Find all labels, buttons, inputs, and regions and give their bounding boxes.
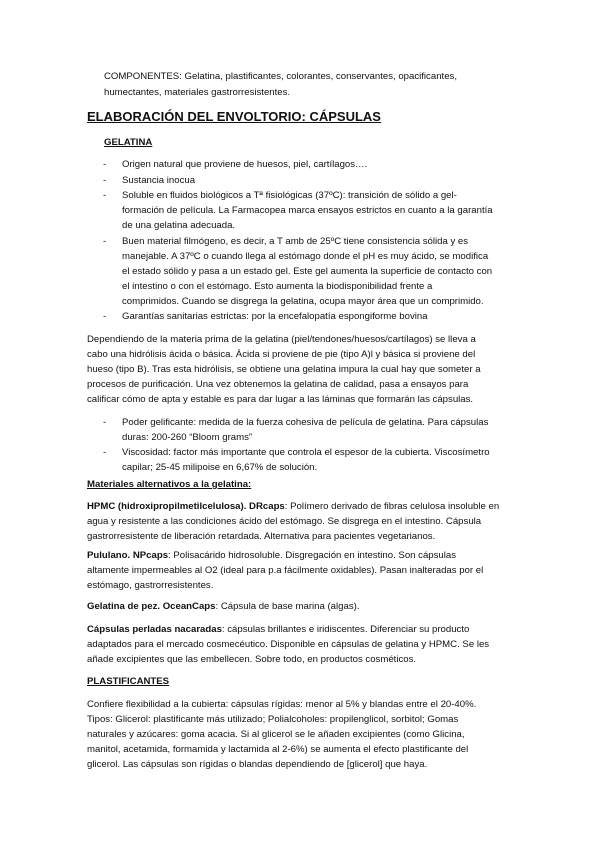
perladas-term: Cápsulas perladas nacaradas: [87, 624, 222, 635]
hpmc-term: HPMC (hidroxipropilmetilcelulosa). DRcaps: [87, 501, 285, 512]
pululano-line-2: altamente impermeables al O2 (ideal para p.a fácilmente oxidables). Pasan inalteradas por el: [87, 565, 484, 576]
bullet-dash: -: [103, 159, 107, 170]
pez-text: : Cápsula de base marina (algas).: [215, 601, 360, 612]
pululano-line-3: estómago, gastrorresistentes.: [87, 580, 214, 591]
ensayo-bullet-1-line-1: Poder gelificante: medida de la fuerza cohesiva de película de gelatina. Para cápsulas: [122, 417, 489, 428]
bullet-dash: -: [103, 447, 107, 458]
gelatina-paragraph-line-3: hueso (tipo B). Tras esta hidrólisis, se obtiene una gelatina impura la cual hay que someter a: [87, 364, 481, 375]
pululano-line-1: [87, 549, 456, 563]
gelatina-bullet-5: Garantías sanitarias estrictas: por la encefalopatía espongiforme bovina: [122, 311, 428, 322]
gelatina-bullet-1: Origen natural que proviene de huesos, piel, cartílagos….: [122, 159, 368, 170]
plastificantes-heading: PLASTIFICANTES: [87, 676, 170, 687]
plastificantes-line-3: naturales y azúcares: goma acacia. Si al glicerol se le añaden excipientes (como Glicina,: [87, 729, 465, 740]
pululano-text: : Polisacárido hidrosoluble. Disgregación en intestino. Son cápsulas: [168, 550, 457, 561]
gelatina-bullet-3-line-1: Soluble en fluidos biológicos a Tª fisiológicas (37ºC): transición de sólido a gel-: [122, 190, 457, 201]
bullet-dash: -: [103, 311, 107, 322]
pez-term: Gelatina de pez. OceanCaps: [87, 601, 216, 612]
bullet-dash: -: [103, 236, 107, 247]
hpmc-line-2: agua y resistente a las condiciones ácido del estómago. Se disgrega en el intestino. Cápsula: [87, 516, 482, 527]
gelatina-bullet-3-line-2: formación de película. La Farmacopea marca ensayos estrictos en cuanto a la garantía: [122, 205, 493, 216]
plastificantes-line-4: manitol, acetamida, formamida y lactamida al 2-6%) se aumenta el efecto plastificante del: [87, 744, 469, 755]
ensayo-bullet-1-line-2: duras: 200-260 “Bloom grams”: [122, 432, 253, 443]
gelatina-bullet-3-line-3: de una gelatina adecuada.: [122, 220, 236, 231]
gelatina-paragraph-line-4: procesos de purificación. Una vez obtenemos la gelatina de calidad, pasa a ensayos para: [87, 379, 469, 390]
ensayo-bullet-2-line-2: capilar; 25-45 milipoise en 6,67% de solución.: [122, 462, 318, 473]
gelatina-bullet-4-line-5: comprimidos. Cuando se disgrega la gelatina, ocupa mayor área que un comprimido.: [122, 296, 484, 307]
perladas-text: : cápsulas brillantes e iridiscentes. Diferenciar su producto: [221, 624, 470, 635]
hpmc-line-3: gastrorresistente de liberación retardada. Alternativa para pacientes vegetarianos.: [87, 531, 436, 542]
pululano-term: Pululano. NPcaps: [87, 550, 169, 561]
gelatina-paragraph-line-5: calificar cómo de apta y estable es para dar lugar a las láminas que formarán las cápsulas.: [87, 394, 474, 405]
perladas-line-3: añade excipientes que las embellecen. Sobre todo, en productos cosméticos.: [87, 654, 417, 665]
gelatina-bullet-4-line-2: manejable. A 37ºC o cuando llega al estómago donde el pH es muy ácido, se modifica: [122, 251, 489, 262]
perladas-line-1: [87, 623, 469, 637]
alternativos-heading: Materiales alternativos a la gelatina:: [87, 479, 252, 490]
gelatina-bullet-4-line-4: el intestino o con el estómago. Esto aumenta la biodisponibilidad frente a: [122, 281, 433, 292]
gelatina-paragraph-line-1: Dependiendo de la materia prima de la gelatina (piel/tendones/huesos/cartílagos) se lleva a: [87, 334, 476, 345]
plastificantes-line-2: Tipos: Glicerol: plastificante más utilizado; Polialcoholes: propilenglicol, sorbitol; Gomas: [87, 714, 459, 725]
componentes-line-2: humectantes, materiales gastrorresistentes.: [104, 87, 291, 98]
hpmc-line-1: [87, 500, 499, 514]
gelatina-paragraph-line-2: cabo una hidrólisis ácida o básica. Ácida si proviene de pie (tipo A)l y básica si proviene del: [87, 349, 476, 360]
gelatina-bullet-4-line-3: el estado sólido y pasa a un estado gel. Este gel aumenta la superficie de contacto con: [122, 266, 493, 277]
bullet-dash: -: [103, 175, 107, 186]
plastificantes-line-1: Confiere flexibilidad a la cubierta: cápsulas rígidas: menor al 5% y blandas entre el 20-40%.: [87, 699, 477, 710]
gelatina-bullet-4-line-1: Buen material filmógeno, es decir, a T amb de 25ºC tiene consistencia sólida y es: [122, 236, 469, 247]
hpmc-text: : Polímero derivado de fibras celulosa insoluble en: [284, 501, 500, 512]
gelatina-heading: GELATINA: [104, 137, 153, 148]
pez-line-1: [87, 600, 359, 614]
main-heading: ELABORACIÓN DEL ENVOLTORIO: CÁPSULAS: [87, 109, 381, 124]
perladas-line-2: adaptados para el mercado cosmecéutico. Disponible en cápsulas de gelatina y HPMC. Se les: [87, 639, 490, 650]
bullet-dash: -: [103, 417, 107, 428]
gelatina-bullet-2: Sustancia inocua: [122, 175, 196, 186]
plastificantes-line-5: glicerol. Las cápsulas son rígidas o blandas dependiendo de [glicerol] que haya.: [87, 759, 428, 770]
ensayo-bullet-2-line-1: Viscosidad: factor más importante que controla el espesor de la cubierta. Viscosímetro: [122, 447, 490, 458]
bullet-dash: -: [103, 190, 107, 201]
componentes-line-1: COMPONENTES: Gelatina, plastificantes, colorantes, conservantes, opacificantes,: [104, 71, 457, 82]
